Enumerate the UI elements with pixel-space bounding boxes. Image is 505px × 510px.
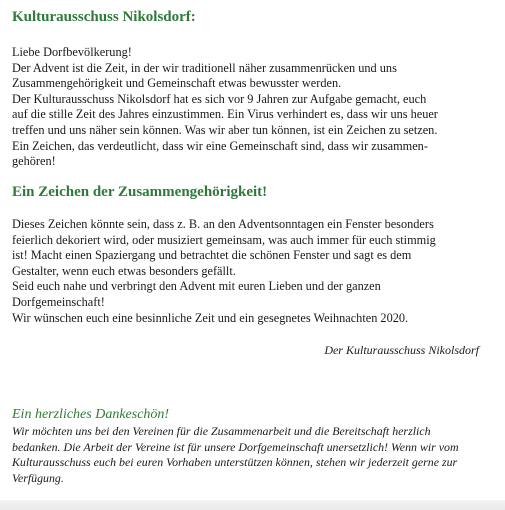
- section-heading-dankeschoen: Ein herzliches Dankeschön!: [12, 407, 170, 422]
- intro-line: auf die stille Zeit des Jahres einzustimmen. Ein Virus verhindert es, dass wir uns heuer: [12, 107, 438, 122]
- thanks-paragraph: [12, 424, 459, 486]
- intro-paragraph: [12, 45, 438, 170]
- page-bottom-edge: [0, 500, 505, 510]
- intro-line: Zusammengehörigkeit und Gemeinschaft etwas bewusster werden.: [12, 76, 342, 91]
- zeichen-line: Gestalter, wenn euch etwas besonders gefällt.: [12, 263, 236, 278]
- zeichen-line: ist! Macht einen Spaziergang und betrachtet die schönen Fenster und sagt es dem: [12, 248, 412, 263]
- intro-line: gehören!: [12, 154, 56, 169]
- thanks-line: Verfügung.: [12, 470, 64, 485]
- thanks-line: Kulturausschuss euch bei euren Vorhaben unterstützen können, stehen wir jederzeit gerne zur: [12, 455, 458, 470]
- zeichen-line: Seid euch nahe und verbringt den Advent mit euren Lieben und der ganzen: [12, 279, 381, 294]
- thanks-line: bedanken. Die Arbeit der Vereine ist für unsere Dorfgemeinschaft unersetzlich! Wenn wir vom: [12, 439, 459, 454]
- zeichen-line: Dieses Zeichen könnte sein, dass z. B. an den Adventsonntagen ein Fenster besonders: [12, 217, 434, 231]
- signature: Der Kulturausschuss Nikolsdorf: [324, 343, 479, 357]
- zeichen-line: feierlich dekoriert wird, oder musiziert gemeinsam, was auch immer für euch stimmig: [12, 232, 436, 247]
- thanks-line: Wir möchten uns bei den Vereinen für die Zusammenarbeit und die Bereitschaft herzlich: [12, 424, 431, 438]
- intro-line: Ein Zeichen, das verdeutlicht, dass wir eine Gemeinschaft sind, dass wir zusammen-: [12, 138, 428, 153]
- intro-line: Liebe Dorfbevölkerung!: [12, 45, 132, 59]
- section-heading-kulturausschuss: Kulturausschuss Nikolsdorf:: [12, 9, 196, 25]
- intro-line: Der Advent ist die Zeit, in der wir traditionell näher zusammenrücken und uns: [12, 60, 397, 75]
- section-heading-zeichen: Ein Zeichen der Zusammengehörigkeit!: [12, 184, 268, 200]
- intro-line: treffen und uns näher sein können. Was wir aber tun können, ist ein Zeichen zu setzen.: [12, 122, 438, 137]
- zeichen-line: Dorfgemeinschaft!: [12, 294, 105, 309]
- zeichen-line: Wir wünschen euch eine besinnliche Zeit und ein gesegnetes Weihnachten 2020.: [12, 310, 409, 325]
- zeichen-paragraph: [12, 217, 436, 326]
- intro-line: Der Kulturausschuss Nikolsdorf hat es sich vor 9 Jahren zur Aufgabe gemacht, euch: [12, 91, 427, 106]
